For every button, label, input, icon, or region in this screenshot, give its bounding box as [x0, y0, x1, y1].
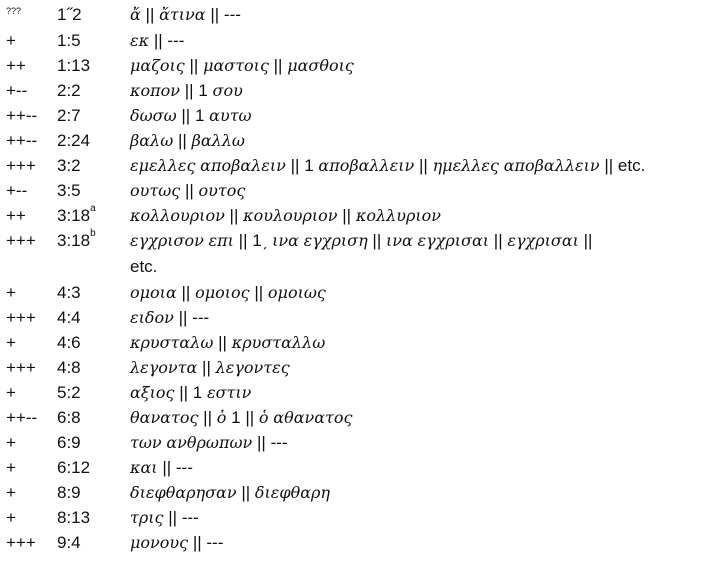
- greek-word: εγχρισαι: [507, 231, 579, 250]
- greek-word: αποβαλλειν: [503, 156, 600, 175]
- greek-word: διεφθαρησαν: [130, 483, 237, 502]
- variant-readings: [130, 203, 441, 228]
- greek-word: λεγοντες: [215, 358, 290, 377]
- greek-word: ομοιος: [195, 283, 250, 302]
- verse-reference: [57, 480, 81, 505]
- greek-word: κολλυριον: [355, 206, 441, 225]
- verse-number: 2:7: [57, 106, 81, 125]
- verse-number: 4:4: [57, 308, 81, 327]
- variant-entry: [0, 2, 710, 27]
- variant-readings: [130, 103, 252, 128]
- greek-word: βαλλω: [191, 131, 245, 150]
- variant-separator: ||: [604, 156, 614, 175]
- greek-word: κουλουριον: [243, 206, 338, 225]
- greek-word: σου: [212, 81, 243, 100]
- greek-word: ομοια: [130, 283, 177, 302]
- greek-word: ἄτινα: [159, 5, 206, 24]
- greek-word: διεφθαρη: [254, 483, 331, 502]
- verse-reference: [57, 455, 90, 480]
- greek-word: αξιος: [130, 383, 175, 402]
- verse-number: 4:3: [57, 283, 81, 302]
- verse-reference: [57, 2, 82, 27]
- text-token: ---: [270, 433, 288, 452]
- continuation-text: etc.: [130, 257, 158, 276]
- rating: +++: [6, 156, 36, 175]
- verse-reference: [57, 380, 81, 405]
- greek-word: ινα: [272, 231, 299, 250]
- variant-separator: ||: [238, 231, 248, 250]
- greek-word: εστιν: [207, 383, 252, 402]
- rating: ++--: [6, 408, 38, 427]
- text-token: 1ˏ: [252, 231, 268, 250]
- variant-readings: [130, 330, 325, 355]
- verse-number: 1˝2: [57, 5, 82, 24]
- greek-word: μονους: [130, 533, 189, 552]
- greek-word: ημελλες: [432, 156, 499, 175]
- verse-reference: [57, 405, 81, 430]
- greek-word: εγχρισον: [130, 231, 204, 250]
- greek-word: κρυσταλλω: [231, 333, 326, 352]
- variant-entry: [0, 128, 710, 153]
- verse-number: 3:18: [57, 206, 91, 225]
- variant-readings: [130, 28, 184, 53]
- verse-reference: [57, 305, 81, 330]
- variant-separator: ||: [210, 5, 220, 24]
- variant-separator: ||: [245, 408, 255, 427]
- verse-number: 6:8: [57, 408, 81, 427]
- variant-separator: ||: [273, 56, 283, 75]
- variant-entry: [0, 455, 710, 480]
- variant-separator: ||: [229, 206, 239, 225]
- variant-entry: [0, 78, 710, 103]
- greek-word: ουτως: [130, 181, 181, 200]
- rating: +++: [6, 308, 36, 327]
- variant-readings: [130, 280, 326, 305]
- variant-readings: [130, 430, 288, 455]
- verse-reference: [57, 153, 81, 178]
- variant-entry: [0, 280, 710, 305]
- rating: +: [6, 31, 16, 50]
- variant-separator: ||: [178, 308, 188, 327]
- verse-number: 6:12: [57, 458, 91, 477]
- variant-separator: ||: [184, 181, 194, 200]
- verse-number: 9:4: [57, 533, 81, 552]
- verse-reference: [57, 280, 81, 305]
- greek-word: των: [130, 433, 162, 452]
- variant-entry: [0, 178, 710, 203]
- greek-word: ανθρωπων: [166, 433, 253, 452]
- rating: +++: [6, 358, 36, 377]
- greek-word: ομοιως: [267, 283, 326, 302]
- variant-separator: ||: [419, 156, 428, 175]
- greek-word: βαλω: [130, 131, 174, 150]
- greek-word: τρις: [130, 508, 164, 527]
- text-token: 1: [304, 156, 314, 175]
- variant-separator: ||: [342, 206, 352, 225]
- greek-word: μασθοις: [287, 56, 354, 75]
- variant-separator: ||: [218, 333, 227, 352]
- text-token: ---: [181, 508, 199, 527]
- variant-separator: ||: [493, 231, 503, 250]
- text-token: etc.: [617, 156, 646, 175]
- variant-entry: [0, 380, 710, 405]
- text-token: ---: [167, 31, 185, 50]
- greek-word: κοπον: [130, 81, 180, 100]
- variant-separator: ||: [145, 5, 155, 24]
- greek-word: επι: [208, 231, 234, 250]
- variant-readings: [130, 228, 592, 253]
- verse-number: 3:5: [57, 181, 81, 200]
- variant-readings: [130, 305, 209, 330]
- verse-number: 2:2: [57, 81, 81, 100]
- verse-reference: [57, 203, 96, 228]
- rating: ++: [6, 56, 26, 75]
- verse-number: 1:13: [57, 56, 91, 75]
- text-token: ---: [206, 533, 224, 552]
- variant-entry: [0, 103, 710, 128]
- variant-separator: ||: [177, 131, 187, 150]
- verse-reference: [57, 103, 81, 128]
- variant-entry: [0, 228, 710, 253]
- variant-readings: [130, 78, 243, 103]
- variant-entry: [0, 330, 710, 355]
- greek-word: και: [130, 458, 158, 477]
- variant-entry: [0, 530, 710, 555]
- greek-word: μαστοις: [203, 56, 269, 75]
- rating: +--: [6, 181, 28, 200]
- verse-suffix: b: [90, 228, 96, 239]
- verse-reference: [57, 128, 90, 153]
- greek-word: ἄ: [130, 5, 141, 24]
- rating: +: [6, 458, 16, 477]
- variant-entry: [0, 430, 710, 455]
- variant-separator: ||: [181, 283, 191, 302]
- verse-number: 4:6: [57, 333, 81, 352]
- greek-word: ουτος: [198, 181, 246, 200]
- rating: +++: [6, 231, 36, 250]
- greek-word: μαζοις: [130, 56, 185, 75]
- variant-readings: [130, 128, 245, 153]
- text-token: ---: [175, 458, 193, 477]
- variant-readings: [130, 178, 245, 203]
- variant-separator: ||: [241, 483, 251, 502]
- variant-readings: [130, 380, 251, 405]
- greek-word: κολλουριον: [130, 206, 225, 225]
- variant-separator: ||: [162, 458, 172, 477]
- verse-number: 8:13: [57, 508, 91, 527]
- variant-readings: [130, 530, 223, 555]
- text-token: ---: [192, 308, 210, 327]
- variant-separator: ||: [168, 508, 178, 527]
- variant-separator: ||: [583, 231, 593, 250]
- greek-word: εγχρισαι: [417, 231, 490, 250]
- verse-reference: [57, 78, 81, 103]
- rating: ++--: [6, 106, 38, 125]
- verse-reference: [57, 505, 90, 530]
- greek-word: κρυσταλω: [130, 333, 214, 352]
- variant-readings: [130, 53, 354, 78]
- greek-word: αθανατος: [273, 408, 353, 427]
- variant-separator: ||: [203, 408, 212, 427]
- verse-reference: [57, 330, 81, 355]
- verse-reference: [57, 28, 81, 53]
- variant-separator: ||: [254, 283, 264, 302]
- variant-readings: [130, 480, 330, 505]
- variant-separator: ||: [257, 433, 266, 452]
- variant-entry: [0, 305, 710, 330]
- rating: +: [6, 433, 16, 452]
- variant-readings: [130, 405, 352, 430]
- verse-number: 3:2: [57, 156, 81, 175]
- variant-entry: [0, 480, 710, 505]
- rating: ???: [6, 6, 22, 16]
- variant-readings: [130, 505, 199, 530]
- greek-word: ὁ: [258, 408, 269, 427]
- rating: +++: [6, 533, 36, 552]
- text-token: 1: [192, 383, 203, 402]
- greek-word: λεγοντα: [130, 358, 198, 377]
- variant-readings: [130, 355, 290, 380]
- text-token: ---: [223, 5, 241, 24]
- variant-entry: [0, 53, 710, 78]
- text-token: 1: [198, 81, 208, 100]
- variant-entry: [0, 355, 710, 380]
- variant-readings: [130, 455, 193, 480]
- rating: +: [6, 508, 16, 527]
- rating: ++: [6, 206, 26, 225]
- greek-word: αυτω: [209, 106, 252, 125]
- greek-word: εκ: [130, 31, 150, 50]
- greek-word: αποβαλλειν: [318, 156, 415, 175]
- greek-word: ινα: [385, 231, 413, 250]
- variant-entry: [0, 405, 710, 430]
- verse-number: 5:2: [57, 383, 81, 402]
- variant-separator: ||: [189, 56, 199, 75]
- variant-separator: ||: [184, 81, 194, 100]
- greek-word: θανατος: [130, 408, 199, 427]
- variant-separator: ||: [202, 358, 211, 377]
- variant-entry: [0, 28, 710, 53]
- verse-suffix: a: [90, 203, 96, 214]
- greek-word: αποβαλειν: [200, 156, 286, 175]
- verse-number: 6:9: [57, 433, 81, 452]
- verse-number: 1:5: [57, 31, 81, 50]
- verse-reference: [57, 355, 81, 380]
- rating: +: [6, 283, 16, 302]
- verse-number: 8:9: [57, 483, 81, 502]
- verse-number: 3:18: [57, 231, 91, 250]
- variant-separator: ||: [372, 231, 382, 250]
- greek-word: εμελλες: [130, 156, 196, 175]
- greek-word: δωσω: [130, 106, 177, 125]
- rating: +: [6, 383, 16, 402]
- variant-separator: ||: [192, 533, 202, 552]
- variant-separator: ||: [179, 383, 189, 402]
- variant-separator: ||: [181, 106, 191, 125]
- verse-reference: [57, 430, 81, 455]
- verse-reference: [57, 53, 90, 78]
- greek-word: ὁ: [216, 408, 227, 427]
- rating: +: [6, 333, 16, 352]
- verse-number: 2:24: [57, 131, 91, 150]
- variant-readings: [130, 2, 241, 27]
- variant-entry: [0, 505, 710, 530]
- verse-reference: [57, 228, 96, 253]
- rating: +--: [6, 81, 28, 100]
- variant-continuation: [0, 254, 710, 279]
- variant-separator: ||: [290, 156, 300, 175]
- text-token: 1: [194, 106, 205, 125]
- variant-separator: ||: [153, 31, 163, 50]
- greek-word: ειδον: [130, 308, 174, 327]
- verse-number: 4:8: [57, 358, 81, 377]
- variant-entry: [0, 203, 710, 228]
- greek-word: εγχριση: [303, 231, 368, 250]
- variant-entry: [0, 153, 710, 178]
- verse-reference: [57, 178, 81, 203]
- text-token: 1: [231, 408, 241, 427]
- variant-readings: [130, 153, 645, 178]
- verse-reference: [57, 530, 81, 555]
- rating: +: [6, 483, 16, 502]
- rating: ++--: [6, 131, 38, 150]
